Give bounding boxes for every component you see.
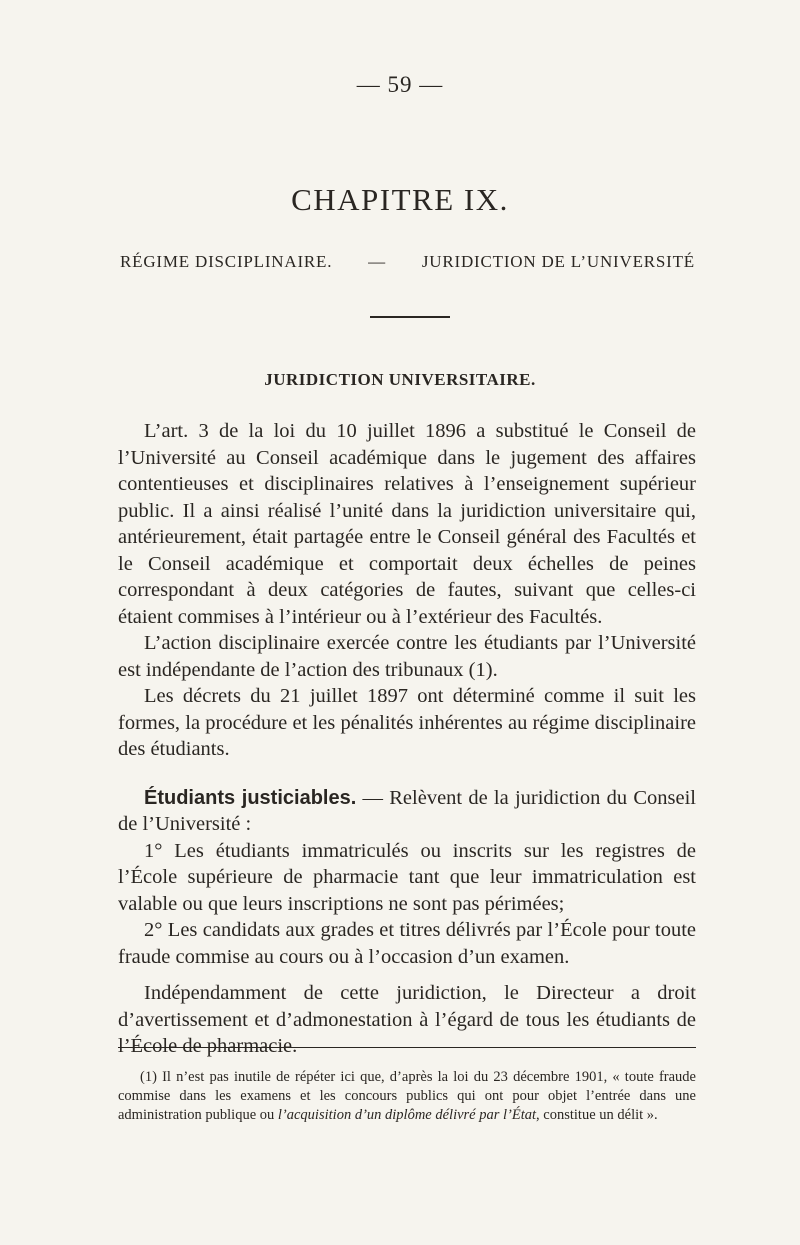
subtitle-left: RÉGIME DISCIPLINAIRE. (120, 252, 333, 271)
chapter-title: CHAPITRE IX. (291, 182, 509, 217)
section-divider (370, 316, 450, 318)
footnote (118, 1068, 696, 1125)
list-item: 2° Les candidats aux grades et titres délivrés par l’École pour toute fraude commise au cours ou à l’occasion d’un examen. (118, 919, 696, 968)
subtitle-dash: — (368, 252, 386, 271)
chapter-subtitle (120, 252, 695, 272)
paragraph: L’action disciplinaire exercée contre les étudiants par l’Université est indépendante de l’action des tribunaux (1). (118, 632, 696, 681)
run-in-heading: Étudiants justiciables. (144, 786, 357, 809)
footnote-text: (1) Il n’est pas inutile de répéter ici que, d’après la loi du 23 décembre 1901, « toute fraude commise dans les examens et les concours publics qui ont pour objet l’entrée dans une administration publique ou (118, 1069, 696, 1123)
subtitle-right: JURIDICTION DE L’UNIVERSITÉ (421, 252, 695, 271)
paragraph: L’art. 3 de la loi du 10 juillet 1896 a substitué le Conseil de l’Université au Conseil académique dans le jugement des affaires contentieuses et disciplinaires relatives à l’enseignement supérieur public. Il a ainsi réalisé l’unité dans la juridiction universitaire qui, antérieurement, était partagée entre le Conseil général des Facultés et le Conseil académique et comportait deux échelles de peines correspondant à deux catégories de fautes, suivant que celles-ci étaient commises à l’intérieur ou à l’extérieur des Facultés. (118, 420, 696, 628)
footnote-end: , constitue un délit ». (536, 1107, 658, 1123)
students-intro: — Relèvent de la juridiction du Conseil de l’Université : (118, 786, 696, 835)
footnote-italic: l’acquisition d’un diplôme délivré par l’État (277, 1107, 537, 1123)
section-heading: JURIDICTION UNIVERSITAIRE. (264, 370, 536, 389)
closing-paragraph: Indépendamment de cette juridiction, le Directeur a droit d’avertissement et d’admonestation à l’égard de tous les étudiants de l’École de pharmacie. (118, 982, 696, 1057)
paragraph: Les décrets du 21 juillet 1897 ont déterminé comme il suit les formes, la procédure et les pénalités inhérentes au régime disciplinaire des étudiants. (118, 685, 696, 760)
list-item: 1° Les étudiants immatriculés ou inscrits sur les registres de l’École supérieure de pharmacie tant que leur immatriculation est valable ou que leurs inscriptions ne sont pas périmées; (118, 839, 696, 915)
page-number: — 59 — (356, 72, 444, 97)
footnote-rule (118, 1047, 696, 1048)
body-text (118, 418, 696, 1060)
students-paragraph (118, 785, 696, 838)
